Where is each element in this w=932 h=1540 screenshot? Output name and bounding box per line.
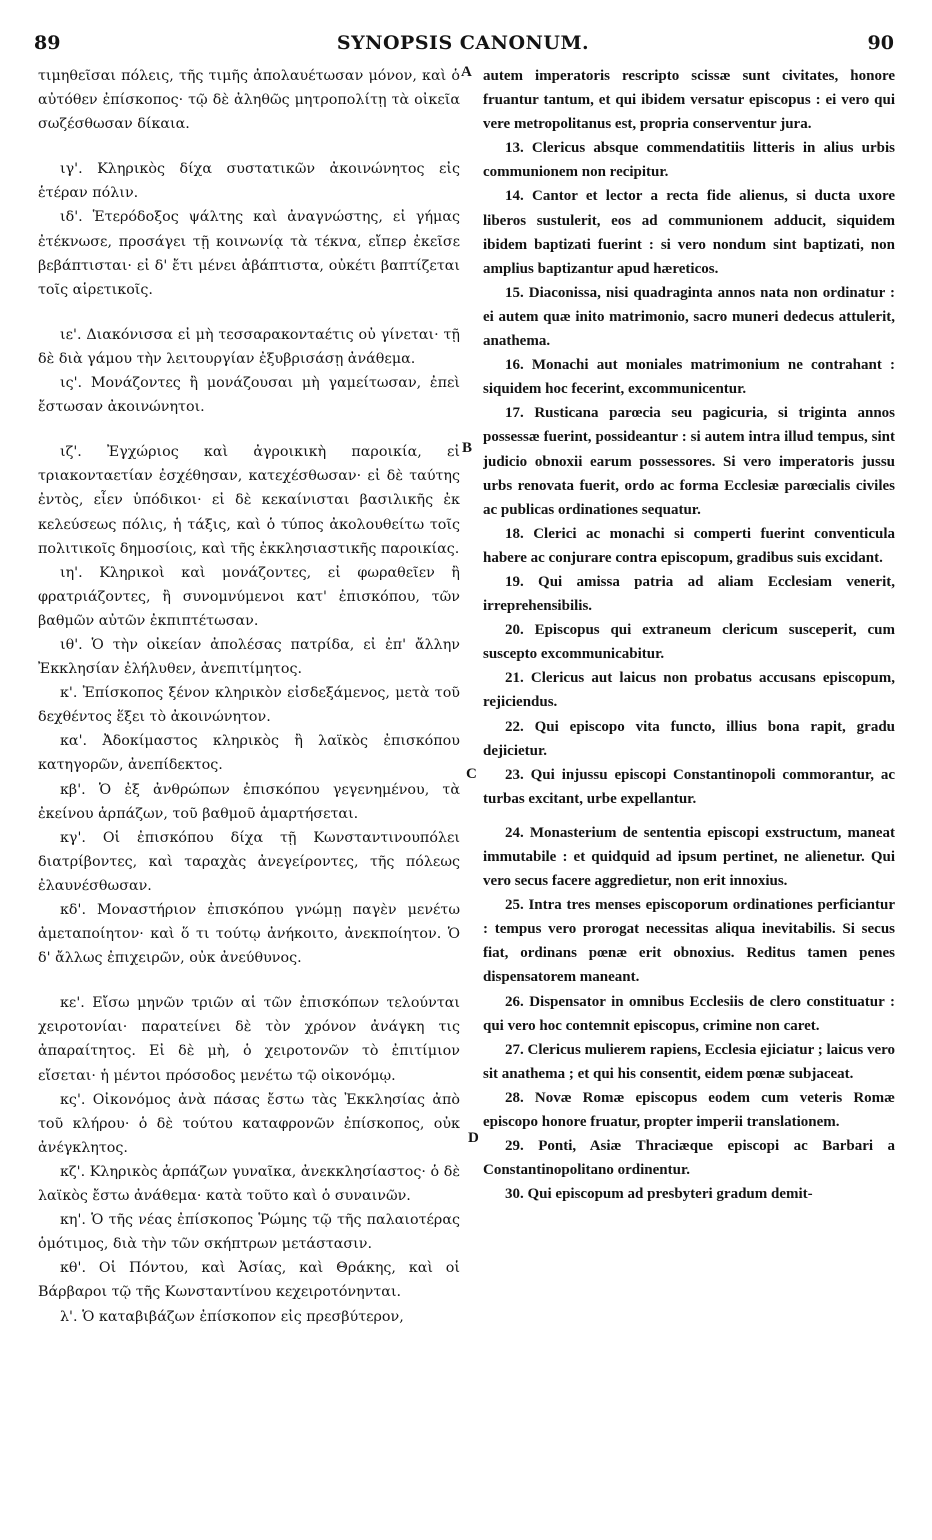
latin-canon-20: 20. Episcopus qui extraneum clericum susceperit, cum suscepto excommunicabitur. [483,622,895,663]
latin-canon-13: 13. Clericus absque commendatitiis litteris in alius urbis communionem non recipitur. [483,140,895,181]
greek-canon-16: ις'. Μονάζοντες ἢ μονάζουσαι μὴ γαμείτωσαν, ἐπεὶ ἔστωσαν ἀκοινώνητοι. [38,375,460,416]
page-number-left: 89 [34,32,61,54]
latin-canon-28: 28. Novæ Romæ episcopus eodem cum veteris Romæ episcopo honore fruatur, propter imperii translationem. [483,1089,895,1131]
greek-canon-23: κγ'. Οἱ ἐπισκόπου δίχα τῇ Κωνσταντινουπόλει διατρίβοντες, καὶ ταραχὰς ἀνεγείροντες, τῆς πόλεως ἐλαυνέσθωσαν. [38,829,460,894]
margin-marker-a: A [461,64,472,80]
latin-canon-22: 22. Qui episcopo vita functo, illius bona rapit, gradu dejicietur. [483,718,895,759]
greek-canon-18: ιη'. Κληρικοὶ καὶ μονάζοντες, εἰ φωραθεῖεν ἢ φρατριάζοντες, ἢ συνομνύμενοι κατ' ἐπισκόπου, τῶν βαθμῶν αὐτῶν ἐκπιπτέτωσαν. [38,564,460,629]
margin-marker-c: C [466,766,477,782]
margin-marker-d: D [468,1130,479,1146]
greek-canon-29: κθ'. Οἱ Πόντου, καὶ Ἀσίας, καὶ Θράκης, καὶ οἱ Βάρβαροι τῷ τῆς Κωνσταντίνου κεχειροτόνηνται. [38,1260,460,1301]
latin-text-column [483,64,895,1534]
greek-canon-26: κς'. Οἰκονόμος ἀνὰ πάσας ἔστω τὰς Ἐκκλησίας ἀπὸ τοῦ κλήρου· ὁ δὲ τούτου καταφρονῶν ἐπίσκοπος, οὐκ ἀνέγκλητος. [38,1091,460,1156]
latin-canon-25: 25. Intra tres menses episcoporum ordinationes perficiantur : tempus vero prorogat necessitas aliqua inevitabilis. Si secus fiat, ordinans pœnæ erit obnoxius. Reditus tamen penes dispensatorem maneant. [483,897,895,986]
greek-canon-21: κα'. Ἀδοκίμαστος κληρικὸς ἢ λαϊκὸς ἐπισκόπου κατηγορῶν, ἀνεπίδεκτος. [38,733,460,774]
greek-canon-24: κδ'. Μοναστήριον ἐπισκόπου γνώμῃ παγὲν μενέτω ἀμεταποίητον· καὶ ὅ τι τούτῳ ἀνήκοιτο, ἀνεκποίητον. Ὁ δ' ἄλλως ἐπιχειρῶν, οὐκ ἀνεύθυνος. [38,902,460,967]
latin-canon-14: 14. Cantor et lector a recta fide alienus, si ducta uxore liberos sustulerit, eos ad communionem adducit, siquidem ibidem baptizati fuerint : si vero nondum sint baptizati, non amplius baptizantur apud hæreticos. [483,188,895,277]
greek-canon-20: κ'. Ἐπίσκοπος ξένον κληρικὸν εἰσδεξάμενος, μετὰ τοῦ δεχθέντος ἕξει τὸ ἀκοινώνητον. [38,685,460,726]
greek-canon-17: ιζ'. Ἐγχώριος καὶ ἀγροικικὴ παροικία, εἰ τριακονταετίαν ἐσχέθησαν, κατεχέσθωσαν· εἰ δὲ ταύτης ἐντὸς, εἶεν ὑπόδικοι· εἰ δὲ κεκαίνισται βασιλικῆς ἐκ κελεύσεως πόλις, ἡ τάξις, καὶ ὁ τύπος ἀκολουθείτω τοῖς πολιτικοῖς δημοσίοις, καὶ τῆς ἐκκλησιαστικῆς παροικίας. [38,444,460,557]
greek-canon-25: κε'. Εἴσω μηνῶν τριῶν αἱ τῶν ἐπισκόπων τελούνται χειροτονίαι· παρατείνει δὲ τὸν χρόνον ἀνάγκη τις ἀπαραίτητος. Εἰ δὲ μὴ, ὁ χειροτονῶν τὸ ἐπιτίμιον εἴσεται· ἡ μέντοι πρόσοδος μενέτω τῷ οἰκονόμῳ. [38,995,460,1084]
greek-canon-13: ιγ'. Κληρικὸς δίχα συστατικῶν ἀκοινώνητος εἰς ἑτέραν πόλιν. [38,161,460,202]
greek-canon-19: ιθ'. Ὁ τὴν οἰκείαν ἀπολέσας πατρίδα, εἰ ἐπ' ἄλλην Ἐκκλησίαν ἐλήλυθεν, ἀνεπιτίμητος. [38,636,460,678]
latin-canon-29: 29. Ponti, Asiæ Thraciæque episcopi ac Barbari a Constantinopolitano ordinentur. [483,1138,895,1179]
latin-canon-17: 17. Rusticana parœcia seu pagicuria, si triginta annos possessæ fuerint, possideantur : si autem intra illud tempus, sint judicio obnoxii earum possessores. Si vero imperatoris jussu urbs renovata fuerit, ordo ac forma Ecclesiæ parœcialis civiles ac publicas ordinationes sequatur. [483,405,895,518]
greek-canon-14: ιδ'. Ἑτερόδοξος ψάλτης καὶ ἀναγνώστης, εἰ γήμας ἐτέκνωσε, προσάγει τῇ κοινωνίᾳ τὰ τέκνα, εἴπερ ἐκεῖσε βεβάπτισται· εἰ δ' ἔτι μένει ἀβάπτιστα, οὐκέτι βαπτίζεται τοῖς αἱρετικοῖς. [38,209,460,298]
margin-marker-b: B [462,440,473,456]
greek-canon-27: κζ'. Κληρικὸς ἁρπάζων γυναῖκα, ἀνεκκλησίαστος· ὁ δὲ λαϊκὸς ἔστω ἀνάθεμα· κατὰ τοῦτο καὶ ὁ συναινῶν. [38,1163,460,1205]
latin-canon-26: 26. Dispensator in omnibus Ecclesiis de clero constituatur : qui vero hoc contemnit episcopus, crimine non caret. [483,993,895,1034]
greek-canon-12-continuation: τιμηθεῖσαι πόλεις, τῆς τιμῆς ἀπολαυέτωσαν μόνον, καὶ ὁ αὐτόθεν ἐπίσκοπος· τῷ δὲ ἀληθῶς μητροπολίτῃ τὰ οἰκεῖα σωζέσθωσαν δίκαια. [38,68,460,133]
greek-canon-30: λ'. Ὁ καταβιβάζων ἐπίσκοπον εἰς πρεσβύτερον, [60,1308,404,1325]
page-header [30,32,896,58]
greek-text-column [38,64,460,1534]
latin-canon-23: 23. Qui injussu episcopi Constantinopoli commorantur, ac turbas excitant, urbe expellantur. [483,766,895,807]
latin-canon-15: 15. Diaconissa, nisi quadraginta annos nata non ordinatur : ei autem quæ inito matrimonio, sacro muneri dedecus attulerit, anathema. [483,284,895,350]
page-number-right: 90 [867,32,894,54]
latin-canon-21: 21. Clericus aut laicus non probatus accusans episcopum, rejiciendus. [483,670,895,711]
latin-canon-24: 24. Monasterium de sententia episcopi exstructum, maneat immutabile : et quidquid ad ipsum pertinet, ne alienetur. Qui vero secus facere aggredietur, non erit innoxius. [483,824,895,890]
latin-canon-12-continuation: autem imperatoris rescripto scissæ sunt civitates, honore fruantur tantum, et qui ibidem versatur episcopus : ei vero qui vere metropolitanus est, propria conserventur jura. [483,68,895,133]
latin-canon-19: 19. Qui amissa patria ad aliam Ecclesiam venerit, irreprehensibilis. [483,573,895,615]
greek-canon-22: κβ'. Ὁ ἐξ ἀνθρώπων ἐπισκόπου γεγενημένου, τὰ ἐκείνου ἁρπάζων, τοῦ βαθμοῦ ἁμαρτήσεται. [38,781,460,822]
latin-canon-27: 27. Clericus mulierem rapiens, Ecclesia ejiciatur ; laicus vero sit anathema ; et qui his consentit, eidem pœnæ subjaceat. [483,1041,895,1082]
latin-canon-18: 18. Clerici ac monachi si comperti fuerint conventicula habere ac conjurare contra episcopum, gradibus suis excidant. [483,525,895,566]
running-title: SYNOPSIS CANONUM. [336,32,590,54]
greek-canon-15: ιε'. Διακόνισσα εἰ μὴ τεσσαρακονταέτις οὐ γίνεται· τῇ δὲ διὰ γάμου τὴν λειτουργίαν ἐξυβρισάσῃ ἀνάθεμα. [38,326,460,367]
latin-canon-16: 16. Monachi aut moniales matrimonium ne contrahant : siquidem hoc fecerint, excommunicentur. [483,357,895,398]
latin-canon-30: 30. Qui episcopum ad presbyteri gradum demit- [505,1186,813,1203]
greek-canon-28: κη'. Ὁ τῆς νέας ἐπίσκοπος Ῥώμης τῷ τῆς παλαιοτέρας ὁμότιμος, διὰ τὴν τῶν σκήπτρων μετάστασιν. [38,1212,460,1253]
